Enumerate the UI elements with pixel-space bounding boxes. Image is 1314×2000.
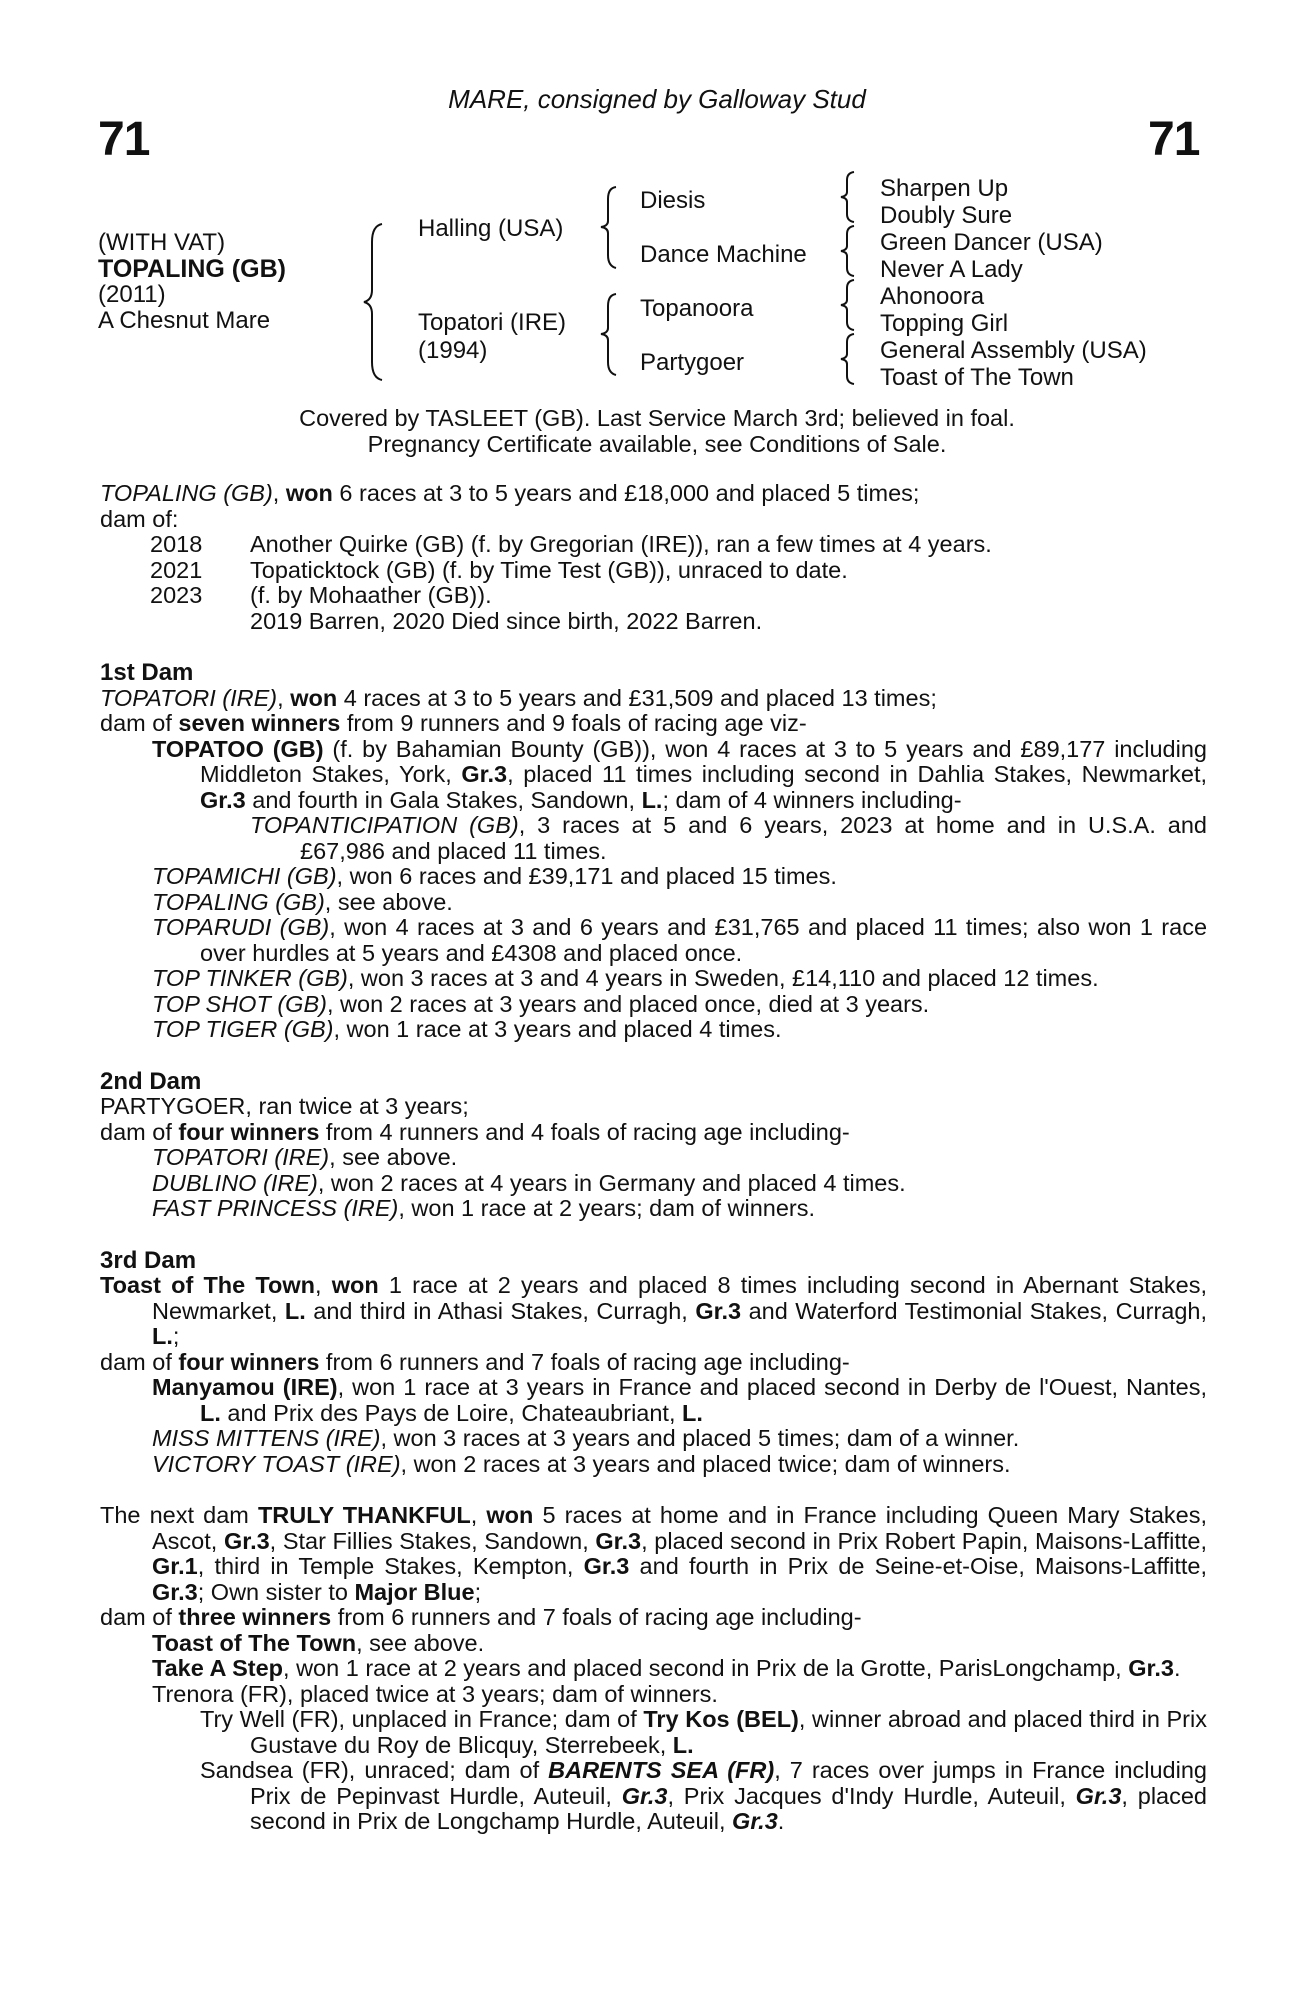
produce-entry-topatoo — [100, 737, 1207, 814]
produce-entry-take-a-step — [100, 1656, 1207, 1682]
produce-text: , placed 11 times including second in Dahlia Stakes, Newmarket, — [507, 761, 1207, 787]
cover-note-line2: Pregnancy Certificate available, see Conditions of Sale. — [367, 431, 947, 457]
listed-label: L. — [152, 1323, 173, 1349]
pedigree-gen3-entry: Topping Girl — [880, 310, 1009, 337]
produce-name: TOPATORI (IRE) — [152, 1144, 330, 1170]
record-text: ; — [172, 1323, 180, 1349]
lot-number-left: 71 — [98, 113, 150, 166]
produce-name: VICTORY TOAST (IRE) — [152, 1450, 401, 1477]
sister-name: Major Blue — [354, 1578, 475, 1605]
produce-text: , 7 races over jumps in France including Prix de Pepinvast Hurdle, Auteuil, — [250, 1757, 1207, 1809]
pedigree-brace-g3-3 — [838, 278, 860, 332]
produce-entry — [100, 1426, 1207, 1452]
produce-name: DUBLINO (IRE) — [152, 1169, 318, 1196]
produce-text: , 3 races at 5 and 6 years, 2023 at home and in U.S.A. and £67,986 and placed 11 times. — [300, 812, 1208, 864]
record-text: , Star Fillies Stakes, Sandown, — [269, 1527, 596, 1554]
pedigree-gen3-entry: Sharpen Up — [880, 175, 1009, 202]
produce-name: TOP TINKER (GB) — [152, 965, 348, 991]
dam-of-suffix: from 4 runners and 4 foals of racing age including- — [319, 1118, 850, 1145]
record-text: and third in Athasi Stakes, Curragh, — [305, 1297, 696, 1324]
record-text: , placed second in Prix Robert Papin, Maisons-Laffitte, — [641, 1527, 1207, 1554]
dam-of-prefix: dam of — [100, 1604, 179, 1630]
record-text: 6 races at 3 to 5 years and £18,000 and placed 5 times; — [332, 480, 920, 506]
third-dam-heading: 3rd Dam — [100, 1246, 197, 1274]
foal-row — [100, 532, 1207, 558]
third-dam-produce-summary — [100, 1350, 1207, 1376]
produce-entry-manyamou — [100, 1375, 1207, 1426]
produce-text: , won 2 races at 4 years in Germany and placed 4 times. — [317, 1169, 906, 1196]
second-dam-record: PARTYGOER, ran twice at 3 years; — [100, 1093, 469, 1119]
record-text: 1 race at 2 years and placed 8 times including second in Abernant Stakes, Newmarket, — [152, 1272, 1208, 1324]
grade-label: Gr.3 — [200, 786, 246, 813]
produce-text: , won 6 races and £39,171 and placed 15 times. — [336, 863, 837, 889]
consignment-line: MARE, consigned by Galloway Stud — [448, 84, 866, 114]
second-dam-produce-summary — [100, 1120, 1207, 1146]
produce-name: Toast of The Town — [152, 1629, 357, 1656]
pedigree-brace-g3-1 — [838, 170, 860, 224]
grade-label: Gr.3 — [1128, 1655, 1174, 1681]
third-dam-name: Toast of The Town — [100, 1272, 316, 1298]
produce-text: and Prix des Pays de Loire, Chateaubriant, — [220, 1399, 683, 1426]
foal-text: 2019 Barren, 2020 Died since birth, 2022 Barren. — [250, 607, 763, 634]
produce-text: , won 3 races at 3 years and placed 5 times; dam of a winner. — [380, 1425, 1020, 1451]
produce-text: , see above. — [329, 1144, 458, 1170]
produce-entry — [100, 1017, 1207, 1043]
cover-note — [0, 405, 1314, 457]
winners-count: four winners — [178, 1118, 320, 1145]
foal-year: 2023 — [150, 582, 203, 608]
produce-entry — [100, 1196, 1207, 1222]
produce-entry — [100, 864, 1207, 890]
produce-name: TOPATOO (GB) — [152, 735, 324, 762]
pedigree-gen3-entry: General Assembly (USA) — [880, 337, 1147, 364]
produce-text: , won 2 races at 3 years and placed once, died at 3 years. — [326, 990, 930, 1017]
foal-year — [100, 609, 250, 635]
pedigree-dam-dam: Partygoer — [640, 349, 745, 376]
produce-entry — [100, 1452, 1207, 1478]
horse-name: TOPALING (GB) — [98, 255, 286, 283]
won-label: won — [331, 1272, 379, 1298]
produce-name: BARENTS SEA (FR) — [548, 1757, 775, 1783]
produce-name: MISS MITTENS (IRE) — [152, 1425, 381, 1451]
winners-count: four winners — [178, 1348, 320, 1375]
produce-entry — [100, 890, 1207, 916]
horse-description: A Chesnut Mare — [98, 307, 271, 334]
pedigree-brace-g3-2 — [838, 224, 860, 278]
vat-label: (WITH VAT) — [98, 229, 226, 256]
foal-text: Topaticktock (GB) (f. by Time Test (GB)), unraced to date. — [250, 556, 848, 583]
produce-entry-try-well — [100, 1707, 1207, 1758]
won-label: won — [486, 1502, 534, 1528]
produce-entry-topanticipation — [100, 813, 1207, 864]
produce-name: Take A Step — [152, 1655, 284, 1681]
grade-label: Gr.3 — [695, 1297, 742, 1324]
produce-text: Sandsea (FR), unraced; dam of — [200, 1757, 549, 1783]
record-text: and Waterford Testimonial Stakes, Curragh, — [741, 1297, 1208, 1324]
next-dam-name: TRULY THANKFUL — [257, 1502, 471, 1528]
pedigree-sire: Halling (USA) — [418, 215, 564, 242]
grade-label: Gr.3 — [1075, 1782, 1122, 1809]
catalogue-body — [100, 481, 1207, 1835]
pedigree-gen3-entry: Doubly Sure — [880, 202, 1013, 229]
produce-text: , won 4 races at 3 and 6 years and £31,765 and placed 11 times; also won 1 race over hurdles at 5 years and £4308 and placed once. — [200, 914, 1208, 966]
dam-of-suffix: from 9 runners and 9 foals of racing age viz- — [340, 710, 807, 736]
produce-text: and fourth in Gala Stakes, Sandown, — [245, 786, 642, 813]
produce-text: , Prix Jacques d'Indy Hurdle, Auteuil, — [667, 1782, 1076, 1809]
pedigree-brace-sire — [598, 185, 622, 270]
grade-label: Gr.3 — [621, 1782, 668, 1809]
pedigree-brace-dam — [598, 292, 622, 377]
listed-label: L. — [682, 1399, 703, 1426]
foal-year: 2018 — [150, 531, 203, 557]
lot-number-right: 71 — [1148, 113, 1200, 166]
grade-label: Gr.3 — [583, 1553, 630, 1579]
horse-year: (2011) — [98, 281, 166, 308]
dam-of-label: dam of: — [100, 505, 179, 532]
produce-text: , won 1 race at 3 years in France and placed second in Derby de l'Ouest, Nantes, — [337, 1374, 1207, 1400]
record-text: , third in Temple Stakes, Kempton, — [197, 1553, 584, 1579]
first-dam-text: 4 races at 3 to 5 years and £31,509 and placed 13 times; — [337, 684, 937, 711]
first-dam-produce-summary — [100, 711, 1207, 737]
pedigree-dam-year: (1994) — [418, 337, 488, 364]
listed-label: L. — [672, 1731, 694, 1758]
produce-name: TOPARUDI (GB) — [152, 914, 330, 940]
produce-entry — [100, 992, 1207, 1018]
dam-of-suffix: from 6 runners and 7 foals of racing age including- — [319, 1348, 850, 1375]
pedigree-sire-sire: Diesis — [640, 187, 706, 214]
next-dam-record: The next dam TRULY THANKFUL, won 5 races at home and in France including Queen Mary Stakes, Ascot, Gr.3, Star Fillies Stakes, Sandown, Gr.3, placed second in Prix Robert Papin, Maisons-Laffitte, Gr.1, third in Temple Stakes, Kempton, Gr.3 and fourth in Prix de Seine-et-Oise, Maisons-Laffitte, Gr.3; Own sister to Major Blue; — [100, 1502, 1208, 1605]
dam-of-prefix: dam of — [100, 710, 179, 736]
first-dam-heading: 1st Dam — [100, 659, 194, 686]
produce-entry — [100, 1145, 1207, 1171]
produce-text: , placed second in Prix de Longchamp Hurdle, Auteuil, — [250, 1782, 1207, 1834]
produce-text: , won 1 race at 2 years and placed second in Prix de la Grotte, ParisLongchamp, — [283, 1655, 1129, 1681]
produce-name: TOPAMICHI (GB) — [152, 863, 337, 889]
pedigree-gen3-entry: Never A Lady — [880, 256, 1023, 283]
produce-name: Manyamou (IRE) — [152, 1374, 338, 1400]
listed-label: L. — [641, 786, 663, 813]
grade-label: Gr.1 — [152, 1553, 198, 1579]
next-dam-produce-summary — [100, 1605, 1207, 1631]
next-dam-prefix: The next dam — [100, 1502, 258, 1528]
record-line: TOPALING (GB), won 6 races at 3 to 5 years and £18,000 and placed 5 times; — [100, 480, 920, 506]
record-text: ; — [474, 1578, 482, 1605]
produce-text: , winner abroad and placed third in Prix Gustave du Roy de Blicquy, Sterrebeek, — [250, 1706, 1207, 1758]
grade-label: Gr.3 — [461, 761, 508, 787]
produce-entry — [100, 915, 1207, 966]
dam-of-prefix: dam of — [100, 1118, 179, 1145]
produce-name: TOPALING (GB) — [152, 888, 325, 915]
produce-text: ; dam of 4 winners including- — [662, 786, 962, 813]
won-label: won — [285, 480, 333, 506]
produce-entry — [100, 1171, 1207, 1197]
pedigree-gen3-entry: Green Dancer (USA) — [880, 229, 1103, 256]
produce-text: . — [1173, 1655, 1181, 1681]
produce-text: , won 3 races at 3 and 4 years in Sweden, £14,110 and placed 12 times. — [347, 965, 1099, 991]
produce-entry-sandsea — [100, 1758, 1207, 1835]
winners-count: three winners — [178, 1604, 332, 1630]
foal-text: Another Quirke (GB) (f. by Gregorian (IRE)), ran a few times at 4 years. — [250, 531, 992, 557]
produce-text: , see above. — [356, 1629, 485, 1656]
produce-text: , won 1 race at 3 years and placed 4 times. — [333, 1016, 782, 1042]
pedigree-brace-main — [360, 222, 390, 382]
produce-name: TOP SHOT (GB) — [152, 990, 327, 1017]
produce-name: TOP TIGER (GB) — [152, 1016, 334, 1042]
produce-text: (f. by Bahamian Bounty (GB)), won 4 races at 3 to 5 years and £89,177 including Middleton Stakes, York, — [200, 735, 1207, 787]
third-dam-record: Toast of The Town, won 1 race at 2 years and placed 8 times including second in Abernant Stakes, Newmarket, L. and third in Athasi Stakes, Curragh, Gr.3 and Waterford Testimonial Stakes, Curragh, L.; — [100, 1272, 1208, 1349]
grade-label: Gr.3 — [732, 1808, 778, 1834]
produce-text: . — [777, 1808, 785, 1834]
pedigree-dam: Topatori (IRE) — [418, 309, 567, 336]
produce-text: , won 2 races at 3 years and placed twice; dam of winners. — [400, 1450, 1011, 1477]
produce-name: FAST PRINCESS (IRE) — [152, 1195, 399, 1221]
produce-text: , won 1 race at 2 years; dam of winners. — [398, 1195, 816, 1221]
horse-identity — [98, 230, 286, 334]
cover-note-line1: Covered by TASLEET (GB). Last Service March 3rd; believed in foal. — [299, 405, 1015, 431]
foal-row — [100, 583, 1207, 609]
first-dam-name: TOPATORI (IRE) — [100, 684, 278, 711]
pedigree-dam-sire: Topanoora — [640, 295, 754, 322]
produce-name: Try Kos (BEL) — [643, 1706, 799, 1732]
pedigree-gen3-entry: Ahonoora — [880, 283, 985, 310]
pedigree-gen3-entry: Toast of The Town — [880, 364, 1074, 391]
pedigree-sire-dam: Dance Machine — [640, 241, 807, 268]
foal-row — [100, 609, 1207, 635]
produce-entry-trenora: Trenora (FR), placed twice at 3 years; dam of winners. — [152, 1680, 718, 1707]
pedigree-brace-g3-4 — [838, 332, 860, 386]
second-dam-heading: 2nd Dam — [100, 1067, 202, 1095]
record-text: ; Own sister to — [197, 1578, 355, 1605]
record-text: 5 races at home and in France including Queen Mary Stakes, Ascot, — [152, 1502, 1207, 1554]
listed-label: L. — [200, 1399, 221, 1426]
foal-text: (f. by Mohaather (GB)). — [250, 582, 492, 608]
produce-entry — [100, 1631, 1207, 1657]
record-text: and fourth in Prix de Seine-et-Oise, Maisons-Laffitte, — [629, 1553, 1208, 1579]
grade-label: Gr.3 — [152, 1578, 198, 1605]
won-label: won — [290, 684, 338, 711]
dam-of-prefix: dam of — [100, 1348, 179, 1375]
grade-label: Gr.3 — [223, 1527, 270, 1554]
dam-of-suffix: from 6 runners and 7 foals of racing age including- — [331, 1604, 862, 1630]
produce-text: Try Well (FR), unplaced in France; dam of — [200, 1706, 644, 1732]
foal-year: 2021 — [150, 556, 203, 583]
record-horse-name: TOPALING (GB) — [100, 480, 273, 506]
first-dam-record: TOPATORI (IRE), won 4 races at 3 to 5 years and £31,509 and placed 13 times; — [100, 684, 937, 711]
winners-count: seven winners — [178, 710, 341, 736]
produce-name: TOPANTICIPATION (GB) — [250, 812, 519, 838]
produce-text: , see above. — [324, 888, 453, 915]
pedigree-gen3 — [880, 175, 1147, 391]
listed-label: L. — [284, 1297, 306, 1324]
foal-row — [100, 558, 1207, 584]
produce-entry — [100, 966, 1207, 992]
grade-label: Gr.3 — [595, 1527, 642, 1554]
